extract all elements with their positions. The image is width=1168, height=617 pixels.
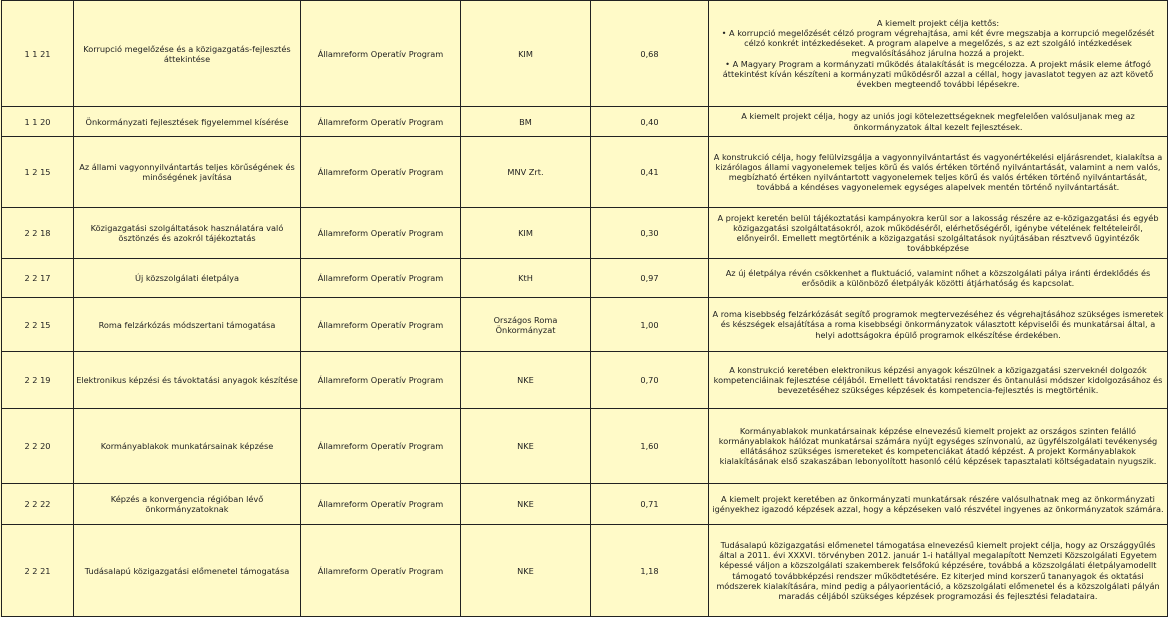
description-cell: [709, 525, 1168, 617]
program-cell: Államreform Operatív Program: [301, 525, 461, 617]
program-cell: Államreform Operatív Program: [301, 259, 461, 298]
description-cell: [709, 1, 1168, 107]
description-cell: [709, 484, 1168, 525]
description-cell: [709, 298, 1168, 352]
description-cell: [709, 259, 1168, 298]
table-row: [2, 409, 1168, 484]
program-cell: Államreform Operatív Program: [301, 208, 461, 259]
amount-cell: 0,97: [591, 259, 709, 298]
description-paragraph: A kiemelt projekt célja, hogy az uniós jogi kötelezettségeknek megfelelően valósuljanak meg az önkormányzatok által kezelt fejlesztések.: [741, 111, 1135, 132]
beneficiary-cell: KIM: [461, 1, 591, 107]
project-title-cell: Új közszolgálati életpálya: [74, 259, 301, 298]
program-cell: Államreform Operatív Program: [301, 352, 461, 409]
amount-cell: 0,41: [591, 137, 709, 208]
description-paragraph: Kormányablakok munkatársainak képzése elnevezésű kiemelt projekt az országos szinten felálló kormányablakok hálózat munkatársai számára nyújt egységes színvonalú, az ügyfélszolgálati tevékenység ellátásához szükséges ismereteket és kompetenciákat átadó képzést. A projekt Kormányablakok kialakításának első szakaszában lebonyolított hasonló célú képzések tapasztalati költségadatain nyugszik.: [718, 425, 1158, 467]
table-row: [2, 1, 1168, 107]
description-paragraph: A projekt keretén belül tájékoztatási kampányokra kerül sor a lakosság részére az e-közigazgatási és egyéb közigazgatási szolgáltatásokról, azok működéséről, elérhetőségéről, igénybe vételének feltételeiről, előnyeiről. Emellett megtörténik a közigazgatási szolgáltatások nyújtásában résztvevő ügyintézők továbbképzése: [717, 212, 1159, 254]
project-code-cell: 2 2 15: [2, 298, 74, 352]
beneficiary-cell: NKE: [461, 409, 591, 484]
beneficiary-cell: NKE: [461, 525, 591, 617]
description-paragraph: Tudásalapú közigazgatási előmenetel támogatása elnevezésű kiemelt projekt célja, hogy az Országgyűlés által a 2011. évi XXXVI. törvényben 2012. január 1-i hatállyal megalapított Nemzeti Közszolgálati Egyetem képessé váljon a közszolgálati szakemberek felsőfokú képzésére, továbbá a közszolgálati életpályamodellt támogató továbbképzési rendszer működtetésére. Ez kiterjed mind korszerű tananyagok és oktatási módszerek kialakítására, mind pedig a pályaorientáció, a közszolgálati előmenetel és a közszolgálati pályán maradás céljából szükséges képzések programozási és fejlesztési feladataira.: [716, 539, 1160, 601]
project-title-cell: Önkormányzati fejlesztések figyelemmel kísérése: [74, 107, 301, 137]
project-code-cell: 2 2 22: [2, 484, 74, 525]
project-title-cell: Képzés a konvergencia régióban lévő önkormányzatoknak: [74, 484, 301, 525]
beneficiary-cell: NKE: [461, 352, 591, 409]
table-row: [2, 352, 1168, 409]
beneficiary-cell: KIM: [461, 208, 591, 259]
table-row: [2, 208, 1168, 259]
projects-table: [1, 0, 1168, 617]
description-cell: [709, 352, 1168, 409]
amount-cell: 0,40: [591, 107, 709, 137]
beneficiary-cell: Országos Roma Önkormányzat: [461, 298, 591, 352]
description-paragraph: A konstrukció keretében elektronikus képzési anyagok készülnek a közigazgatási szerveknél dolgozók kompetenciáinak fejlesztése céljából. Emellett távoktatási rendszer és öntanulási módszer kidolgozásához és bevezetéséhez szükséges képzések és kompetencia-fejlesztés is megtörténik.: [713, 364, 1163, 396]
description-paragraph: • A Magyary Program a kormányzati működés átalakítását is megcélozza. A projekt másik eleme átfogó áttekintést kíván készíteni a kormányzati működésről azzal a céllal, hogy javaslatot tegyen az azt követő években megteendő további lépésekre.: [722, 58, 1154, 89]
description-cell: [709, 107, 1168, 137]
amount-cell: 1,60: [591, 409, 709, 484]
amount-cell: 0,71: [591, 484, 709, 525]
beneficiary-cell: KtH: [461, 259, 591, 298]
description-cell: [709, 208, 1168, 259]
project-title-cell: Elektronikus képzési és távoktatási anyagok készítése: [74, 352, 301, 409]
program-cell: Államreform Operatív Program: [301, 298, 461, 352]
project-code-cell: 1 1 20: [2, 107, 74, 137]
program-cell: Államreform Operatív Program: [301, 107, 461, 137]
project-code-cell: 2 2 17: [2, 259, 74, 298]
table-row: [2, 137, 1168, 208]
project-title-cell: Az állami vagyonnyilvántartás teljes körűségének és minőségének javítása: [74, 137, 301, 208]
program-cell: Államreform Operatív Program: [301, 409, 461, 484]
table-row: [2, 298, 1168, 352]
description-paragraph: A kiemelt projekt keretében az önkormányzati munkatársak részére valósulhatnak meg az önkormányzati igényekhez igazodó képzések azzal, hogy a képzéseken való részvétel ingyenes az önkormányzatok számára.: [712, 493, 1164, 514]
project-code-cell: 1 1 21: [2, 1, 74, 107]
description-cell: [709, 409, 1168, 484]
table-row: [2, 525, 1168, 617]
description-cell: [709, 137, 1168, 208]
amount-cell: 1,18: [591, 525, 709, 617]
table-row: [2, 259, 1168, 298]
project-title-cell: Tudásalapú közigazgatási előmenetel támogatása: [74, 525, 301, 617]
description-paragraph: A konstrukció célja, hogy felülvizsgálja a vagyonnyilvántartást és vagyonértékelési eljárásrendet, kialakítsa a kizárólagos állami vagyonelemek teljes körű és valós értéken történő nyilvántartását, valamint a nem valós, megbízható értéken nyilvántartott vagyonelemek teljes körű és valós értéken történő nyilvántartását, továbbá a kéndéses vagyonelemek egységes alapelvek mentén történő nyilvántartását.: [713, 151, 1163, 193]
program-cell: Államreform Operatív Program: [301, 484, 461, 525]
program-cell: Államreform Operatív Program: [301, 1, 461, 107]
project-code-cell: 2 2 18: [2, 208, 74, 259]
project-title-cell: Közigazgatási szolgáltatások használatára való ösztönzés és azokról tájékoztatás: [74, 208, 301, 259]
program-cell: Államreform Operatív Program: [301, 137, 461, 208]
beneficiary-cell: MNV Zrt.: [461, 137, 591, 208]
description-paragraph: Az új életpálya révén csökkenhet a fluktuáció, valamint nőhet a közszolgálati pálya iránti érdeklődés és erősödik a különböző életpályák közötti átjárhatóság és kapcsolat.: [725, 267, 1151, 288]
project-title-cell: Korrupció megelőzése és a közigazgatás-fejlesztés áttekintése: [74, 1, 301, 107]
amount-cell: 1,00: [591, 298, 709, 352]
table-row: [2, 107, 1168, 137]
description-paragraph: A kiemelt projekt célja kettős:: [876, 17, 1000, 28]
table-row: [2, 484, 1168, 525]
project-title-cell: Kormányablakok munkatársainak képzése: [74, 409, 301, 484]
description-paragraph: • A korrupció megelőzését célzó program végrehajtása, ami két évre megszabja a korrupció megelőzését célzó konkrét intézkedéseket. A program alapelve a megelőzés, s az ezt szolgáló intézkedések megvalósításához járulna hozzá a projekt.: [721, 27, 1155, 59]
description-paragraph: A roma kisebbség felzárkózását segítő programok megtervezéséhez és végrehajtásához szükséges ismeretek és készségek elsajátítása a roma kisebbségi önkormányzatok választott képviselői és munkatársai által, a helyi adottságokra épülő programok elkészítése érdekében.: [712, 309, 1164, 340]
amount-cell: 0,68: [591, 1, 709, 107]
beneficiary-cell: NKE: [461, 484, 591, 525]
project-code-cell: 2 2 21: [2, 525, 74, 617]
project-code-cell: 2 2 20: [2, 409, 74, 484]
amount-cell: 0,30: [591, 208, 709, 259]
beneficiary-cell: BM: [461, 107, 591, 137]
project-code-cell: 2 2 19: [2, 352, 74, 409]
project-title-cell: Roma felzárkózás módszertani támogatása: [74, 298, 301, 352]
amount-cell: 0,70: [591, 352, 709, 409]
project-code-cell: 1 2 15: [2, 137, 74, 208]
